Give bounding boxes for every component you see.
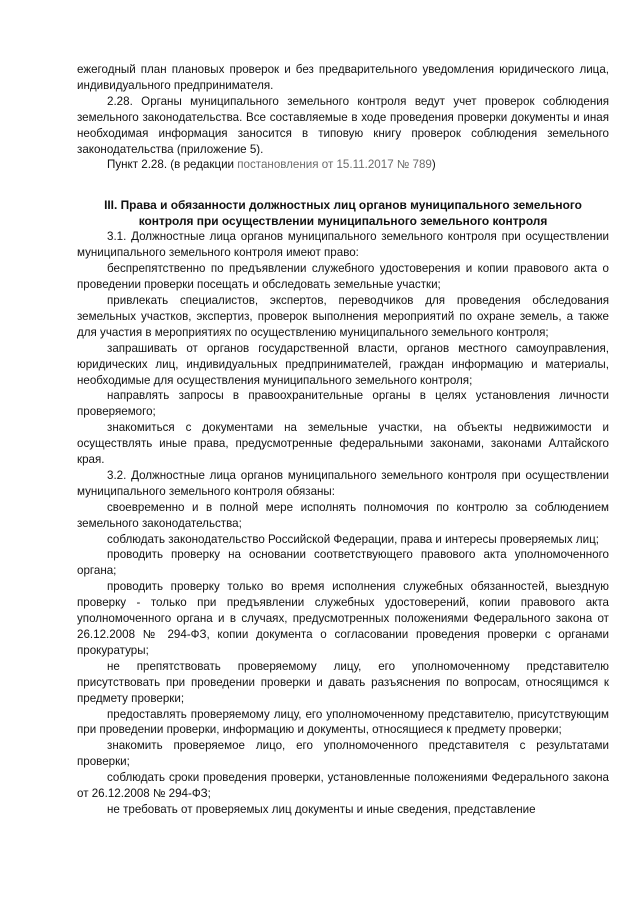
paragraph: запрашивать от органов государственной власти, органов местного самоуправления, юридических лиц, индивидуальных предпринимателей, граждан информацию и материалы, необходимые для осуществления муниципального земельного контроля; xyxy=(77,341,609,387)
paragraph: соблюдать законодательство Российской Федерации, права и интересы проверяемых лиц; xyxy=(107,532,600,546)
paragraph: проводить проверку на основании соответствующего правового акта уполномоченного органа; xyxy=(77,548,609,578)
section-spacer xyxy=(77,173,609,197)
paragraph: своевременно и в полной мере исполнять полномочия по контролю за соблюдением земельного законодательства; xyxy=(77,500,609,530)
amendment-link[interactable]: постановления xyxy=(237,158,319,172)
paragraph: знакомиться с документами на земельные участки, на объекты недвижимости и осуществлять иные права, предусмотренные федеральными законами, законами Алтайского края. xyxy=(77,421,609,467)
paragraph: привлекать специалистов, экспертов, переводчиков для проведения обследования земельных участков, экспертиз, проверок выполнения мероприятий по охране земель, а также для участия в мероприятиях по осуществлению муниципального земельного контроля; xyxy=(77,293,609,339)
paragraph-2-28: 2.28. Органы муниципального земельного контроля ведут учет проверок соблюдения земельного законодательства. Все составляемые в ходе проведения проверки документы и иная необходимая информация заносится в типовую книгу проверок соблюдения земельного законодательства (приложение 5). xyxy=(77,94,609,156)
amendment-middle: от xyxy=(318,158,337,172)
paragraph: 3.2. Должностные лица органов муниципального земельного контроля при осуществлении муниципального земельного контроля обязаны: xyxy=(77,468,609,498)
paragraph: не требовать от проверяемых лиц документы и иные сведения, представление xyxy=(107,802,536,816)
paragraph: соблюдать сроки проведения проверки, установленные положениями Федерального закона от 26.12.2008 № 294-ФЗ; xyxy=(77,771,609,801)
paragraph: предоставлять проверяемому лицу, его уполномоченному представителю, присутствующим при проведении проверки, информацию и документы, относящиеся к предмету проверки; xyxy=(77,707,609,737)
paragraph: не препятствовать проверяемому лицу, его уполномоченному представителю присутствовать при проведении проверки и давать разъяснения по вопросам, относящимся к предмету проверки; xyxy=(77,659,609,705)
paragraph: знакомить проверяемое лицо, его уполномоченного представителя с результатами проверки; xyxy=(77,739,609,769)
amendment-suffix: ) xyxy=(431,158,436,172)
paragraph: 3.1. Должностные лица органов муниципального земельного контроля при осуществлении муниципального земельного контроля имеют право: xyxy=(77,230,609,260)
document-body xyxy=(77,62,609,818)
amendment-prefix: Пункт 2.28. (в редакции xyxy=(107,158,238,172)
section-heading: III. Права и обязанности должностных лиц органов муниципального земельного контроля при осуществлении муниципального земельного контроля xyxy=(104,198,582,229)
paragraph: направлять запросы в правоохранительные органы в целях установления личности проверяемого; xyxy=(77,389,609,419)
paragraph-continuation: ежегодный план плановых проверок и без предварительного уведомления юридического лица, индивидуального предпринимателя. xyxy=(77,63,609,92)
paragraph: беспрепятственно по предъявлении служебного удостоверения и копии правового акта о проведении проверки посещать и обследовать земельные участки; xyxy=(77,262,609,292)
amendment-note xyxy=(77,157,609,173)
paragraph: проводить проверку только во время исполнения служебных обязанностей, выездную проверку - только при предъявлении служебных удостоверений, копии правового акта уполномоченного органа и в случаях, предусмотренных положениями Федерального закона от 26.12.2008 № 294-ФЗ, копии документа о согласовании проведения проверки с органами прокуратуры; xyxy=(77,580,609,657)
amendment-date: 15.11.2017 № 789 xyxy=(336,158,432,172)
